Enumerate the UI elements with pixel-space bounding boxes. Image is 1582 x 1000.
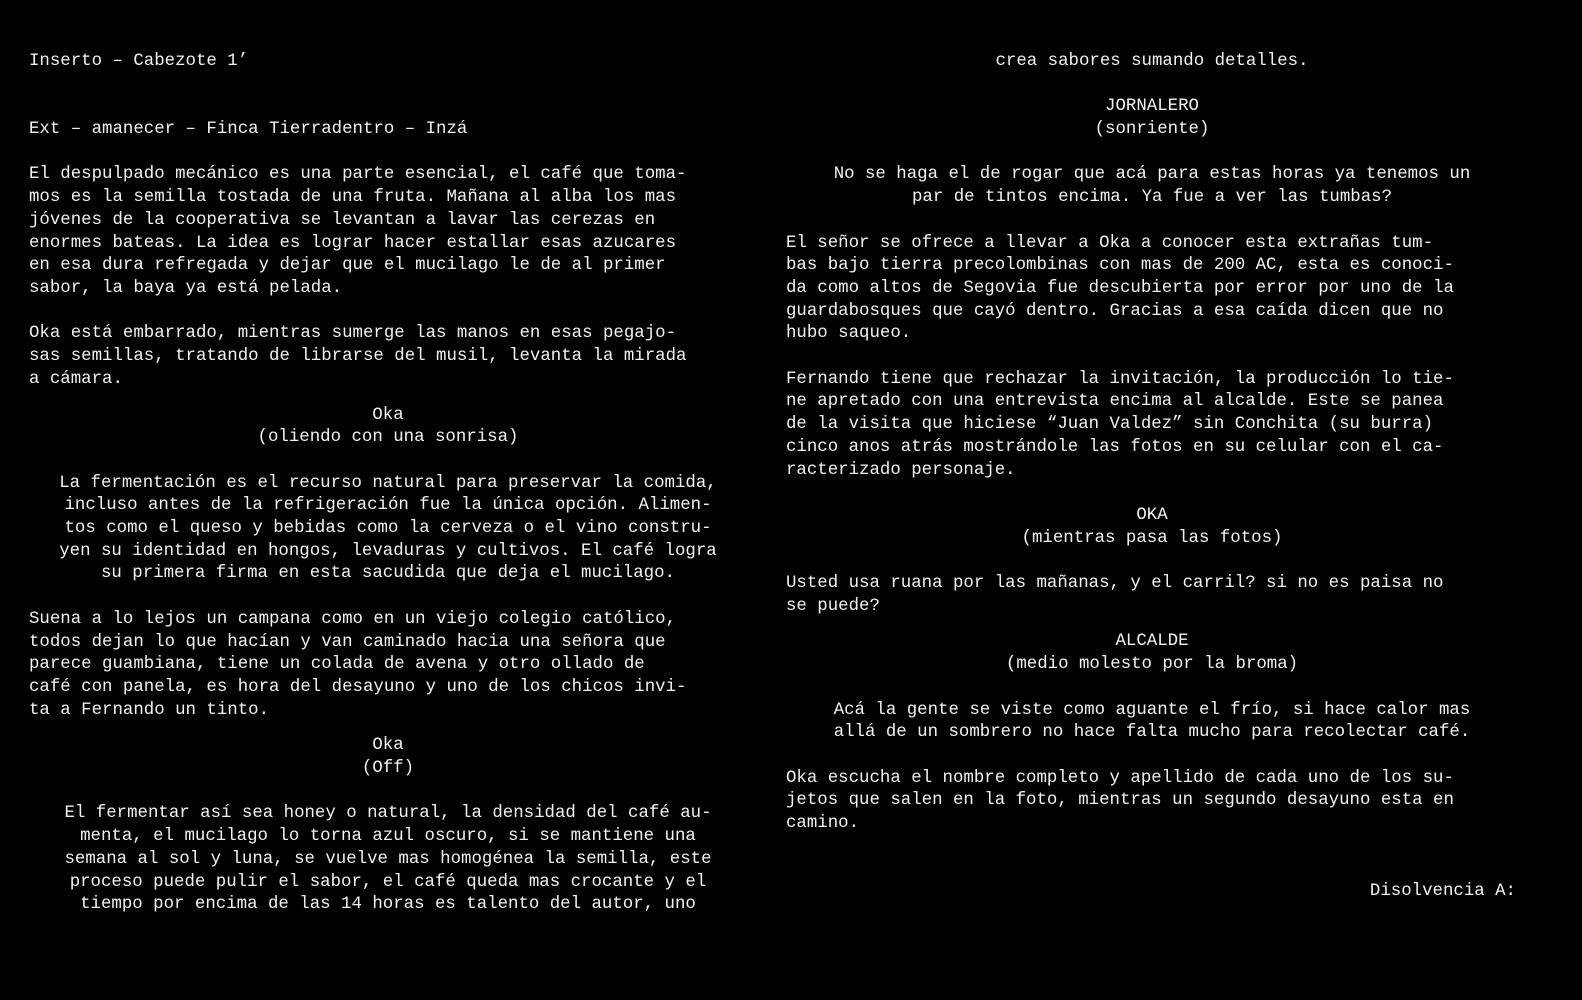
action-paragraph-5: Fernando tiene que rechazar la invitación, la producción lo tie- ne apretado con una entrevista encima al alcalde. Este se panea de la visita que hiciese “Juan Valdez” sin Conchita (su burra) cinco anos atrás mostrándole las fotos en su celular con el ca- racterizado personaje. bbox=[786, 369, 1454, 480]
action-paragraph-2: Oka está embarrado, mientras sumerge las manos en esas pegajo- sas semillas, tratando de librarse del musil, levanta la mirada a cámara. bbox=[29, 324, 687, 389]
parenthetical-2: (Off) bbox=[361, 759, 415, 779]
character-cue-oka-2: Oka bbox=[372, 736, 404, 756]
parenthetical-sonriente: (sonriente) bbox=[1094, 120, 1210, 140]
dialogue-oka: Usted usa ruana por las mañanas, y el carril? si no es paisa no se puede? bbox=[786, 574, 1444, 616]
insert-heading: Inserto – Cabezote 1’ bbox=[29, 52, 249, 71]
character-cue-oka-1: Oka bbox=[372, 405, 404, 425]
parenthetical-alcalde: (medio molesto por la broma) bbox=[1005, 655, 1299, 675]
script-page-left bbox=[29, 51, 747, 1000]
character-cue-alcalde: ALCALDE bbox=[1115, 632, 1189, 652]
action-paragraph-6: Oka escucha el nombre completo y apellido de cada uno de los su- jetos que salen en la foto, mientras un segundo desayuno esta en camino. bbox=[786, 768, 1454, 834]
dialogue-jornalero: No se haga el de rogar que acá para estas horas ya tenemos un par de tintos encima. Ya fue a ver las tumbas? bbox=[833, 165, 1471, 208]
transition-disolvencia: Disolvencia A: bbox=[1369, 882, 1516, 902]
scene-heading: Ext – amanecer – Finca Tierradentro – Inzá bbox=[29, 120, 468, 140]
action-paragraph-3: Suena a lo lejos un campana como en un viejo colegio católico, todos dejan lo que hacían y van caminado hacia una señora que parece guambiana, tiene un colada de avena y otro ollado de café con panela, es hora del desayuno y uno de los chicos invi- ta a Fernando un tinto. bbox=[29, 609, 687, 720]
dialogue-alcalde: Acá la gente se viste como aguante el frío, si hace calor mas allá de un sombrero no hace falta mucho para recolectar café. bbox=[833, 700, 1471, 743]
parenthetical-1: (oliendo con una sonrisa) bbox=[257, 428, 519, 448]
action-paragraph-1: El despulpado mecánico es una parte esencial, el café que toma- mos es la semilla tostada de una fruta. Mañana al alba los mas jóvenes de la cooperativa se levantan a lavar las cerezas en enormes bateas. La idea es lograr hacer estallar esas azucares en esa dura refregada y dejar que el mucilago le de al primer sabor, la baya ya está pelada. bbox=[29, 165, 687, 298]
action-paragraph-4: El señor se ofrece a llevar a Oka a conocer esta extrañas tum- bas bajo tierra precolombinas con mas de 200 AC, esta es conoci- da como altos de Segovia fue descubierta por error por uno de la guardabosques que cayó dentro. Gracias a esa caída dicen que no hubo saqueo. bbox=[786, 233, 1454, 344]
dialogue-continued: crea sabores sumando detalles. bbox=[995, 52, 1309, 71]
script-page-right bbox=[786, 51, 1518, 1000]
character-cue-oka-3: OKA bbox=[1136, 505, 1168, 525]
parenthetical-fotos: (mientras pasa las fotos) bbox=[1021, 528, 1283, 548]
dialogue-2: El fermentar así sea honey o natural, la densidad del café au- menta, el mucilago lo torna azul oscuro, si se mantiene una semana al sol y luna, se vuelve mas homogénea la semilla, este proceso puede pulir el sabor, el café queda mas crocante y el tiempo por encima de las 14 horas es talento del autor, uno bbox=[64, 804, 712, 915]
dialogue-1: La fermentación es el recurso natural para preservar la comida, incluso antes de la refrigeración fue la única opción. Alimen- tos como el queso y bebidas como la cerveza o el vino constru- yen su identidad en hongos, levaduras y cultivos. El café logra su primera firma en esta sacudida que deja el mucilago. bbox=[59, 473, 717, 584]
character-cue-jornalero: JORNALERO bbox=[1105, 97, 1199, 117]
